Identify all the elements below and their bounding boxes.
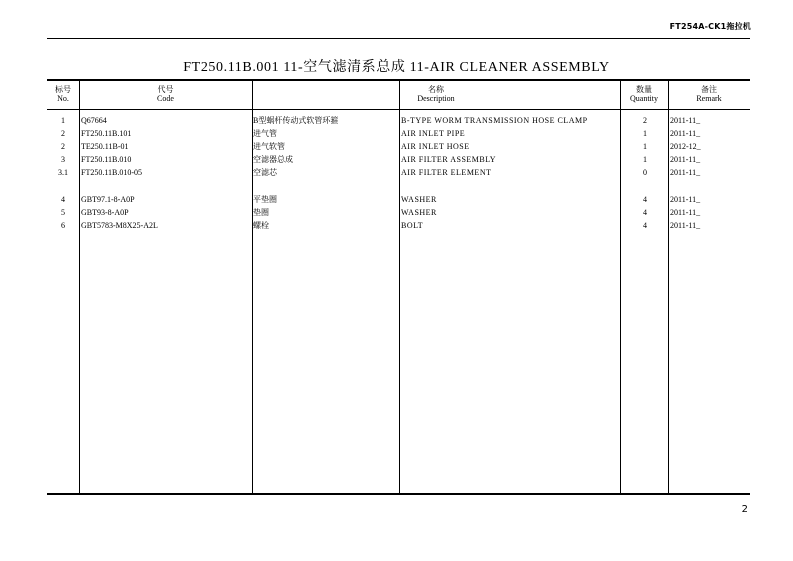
part-name-en: AIR FILTER ASSEMBLY: [401, 155, 497, 164]
part-name-en: AIR FILTER ELEMENT: [401, 168, 492, 177]
quantity: 0: [643, 168, 647, 177]
item-number: 2: [61, 129, 65, 138]
parts-table: [47, 79, 750, 495]
part-name-en: AIR INLET HOSE: [401, 142, 470, 151]
part-name-cn: 平垫圈: [253, 195, 277, 204]
part-code: FT250.11B.101: [81, 129, 132, 138]
item-number: 1: [61, 116, 65, 125]
item-number: 4: [61, 195, 65, 204]
part-code: Q67664: [81, 116, 107, 125]
header-description-en: Description: [417, 94, 455, 103]
part-name-cn: 进气软管: [253, 142, 285, 151]
table-row: [47, 193, 750, 206]
header-code: [79, 85, 252, 103]
item-number: 2: [61, 142, 65, 151]
quantity: 2: [643, 116, 647, 125]
header-code-cn: 代号: [157, 85, 174, 94]
part-name-en: BOLT: [401, 221, 424, 230]
header-divider: [47, 38, 750, 39]
table-header-divider: [47, 109, 750, 110]
remark: 2011-11_: [670, 116, 701, 125]
remark: 2011-11_: [670, 168, 701, 177]
part-name-en: WASHER: [401, 195, 437, 204]
part-code: GBT5783-M8X25-A2L: [81, 221, 158, 230]
header-quantity: [620, 85, 668, 103]
table-row: [47, 114, 750, 127]
part-name-cn: 空滤芯: [253, 168, 277, 177]
header-no-cn: 标号: [55, 85, 71, 94]
item-number: 6: [61, 221, 65, 230]
part-code: FT250.11B.010: [81, 155, 132, 164]
page-number: 2: [741, 504, 748, 515]
part-name-en: B-TYPE WORM TRANSMISSION HOSE CLAMP: [401, 116, 588, 125]
part-code: TE250.11B-01: [81, 142, 129, 151]
quantity: 4: [643, 195, 647, 204]
header-code-en: Code: [157, 94, 174, 103]
table-row: [47, 219, 750, 232]
item-number: 5: [61, 208, 65, 217]
header-no-en: No.: [57, 94, 69, 103]
part-name-cn: 进气管: [253, 129, 277, 138]
table-row: [47, 166, 750, 179]
part-name-cn: 空滤器总成: [253, 155, 293, 164]
header-no: [47, 85, 79, 103]
part-code: GBT93-8-A0P: [81, 208, 129, 217]
remark: 2011-11_: [670, 195, 701, 204]
part-code: GBT97.1-8-A0P: [81, 195, 135, 204]
remark: 2011-11_: [670, 129, 701, 138]
quantity: 1: [643, 129, 647, 138]
table-row: [47, 153, 750, 166]
header-remark: [668, 85, 750, 103]
remark: 2011-11_: [670, 155, 701, 164]
remark: 2011-11_: [670, 221, 701, 230]
assembly-title: FT250.11B.001 11-空气滤清系总成 11-AIR CLEANER ASSEMBLY: [183, 60, 610, 75]
part-name-en: AIR INLET PIPE: [401, 129, 466, 138]
header-quantity-cn: 数量: [636, 85, 652, 94]
item-number: 3: [61, 155, 65, 164]
header-quantity-en: Quantity: [630, 94, 658, 103]
quantity: 4: [643, 221, 647, 230]
part-name-cn: B型蜗杆传动式软管环箍: [253, 116, 339, 125]
table-row: [47, 206, 750, 219]
part-code: FT250.11B.010-05: [81, 168, 143, 177]
item-number: 3.1: [58, 168, 68, 177]
header-remark-cn: 备注: [701, 85, 717, 94]
quantity: 1: [643, 142, 647, 151]
part-name-cn: 垫圈: [253, 208, 269, 217]
quantity: 4: [643, 208, 647, 217]
table-row: [47, 140, 750, 153]
quantity: 1: [643, 155, 647, 164]
remark: 2012-12_: [670, 142, 701, 151]
part-name-cn: 螺栓: [253, 221, 269, 230]
remark: 2011-11_: [670, 208, 701, 217]
header-description-cn: 名称: [428, 85, 444, 94]
part-name-en: WASHER: [401, 208, 437, 217]
header-description: [252, 85, 620, 103]
table-row: [47, 127, 750, 140]
header-remark-en: Remark: [696, 94, 722, 103]
model-label: FT254A-CK1拖拉机: [669, 22, 751, 31]
